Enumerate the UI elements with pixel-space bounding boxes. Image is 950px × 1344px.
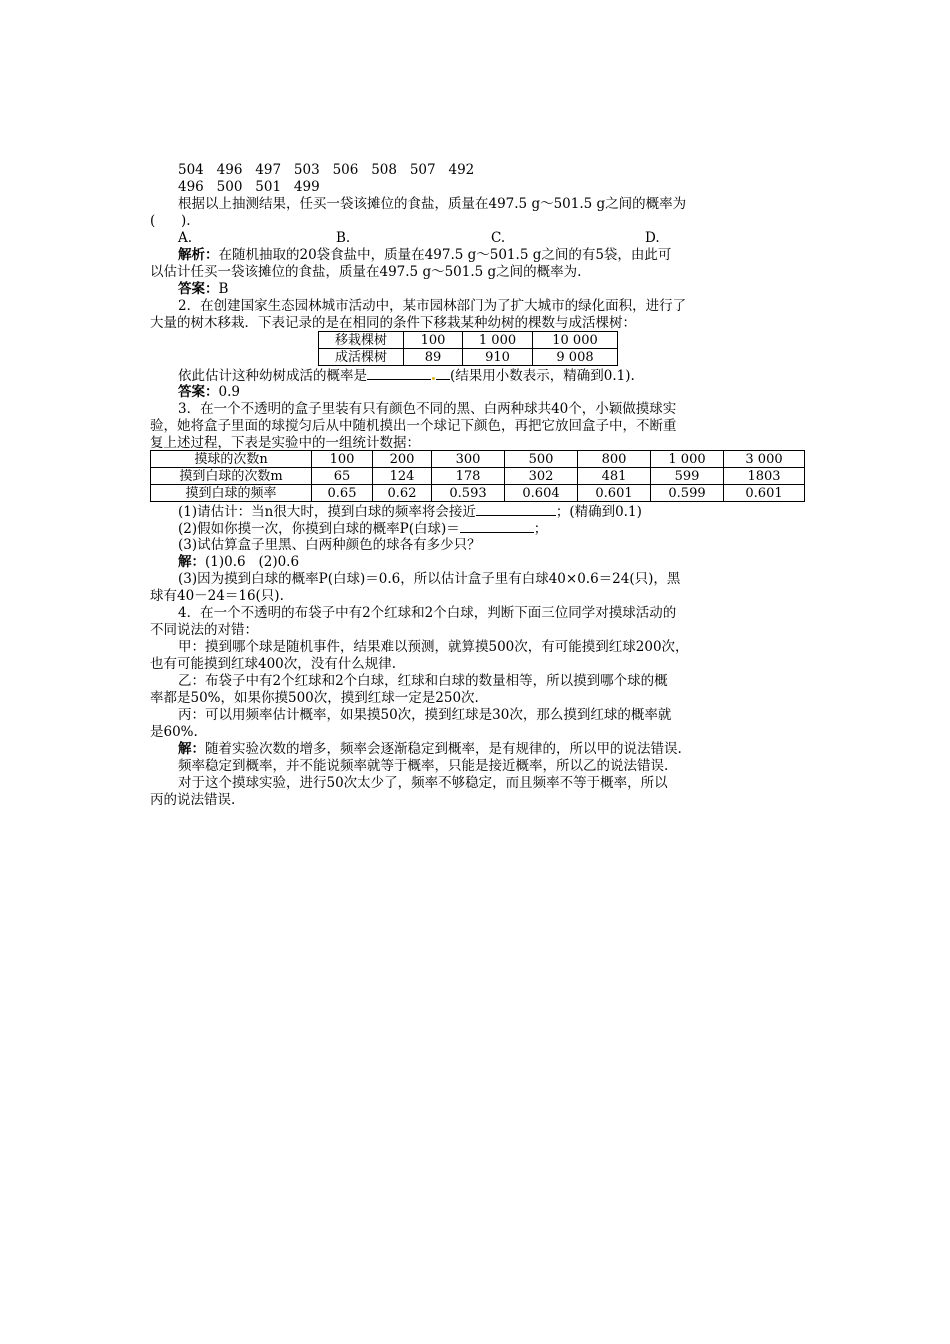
q3-sub-3: (3)试估算盒子里黑、白两种颜色的球各有多少只？	[178, 537, 481, 553]
table-row	[151, 451, 805, 468]
q4-solution-line-2: 频率稳定到概率，并不能说频率就等于概率，只能是接近概率，所以乙的说法错误.	[178, 758, 669, 774]
table-cell: 摸到白球的次数m	[151, 468, 312, 485]
table-row	[151, 485, 805, 502]
table-cell: 摸到白球的频率	[151, 485, 312, 502]
table-row	[319, 332, 618, 349]
q4-stem-line-1: 4．在一个不透明的布袋子中有2个红球和2个白球，判断下面三位同学对摸球活动的	[178, 605, 677, 621]
table-cell: 1803	[724, 468, 805, 485]
q4-solution-line-3: 对于这个摸球实验，进行50次太少了，频率不够稳定，而且频率不等于概率，所以	[178, 775, 668, 791]
table-cell: 摸球的次数n	[151, 451, 312, 468]
q1-option-d: D.	[645, 230, 660, 246]
q3-solution-line-2: (3)因为摸到白球的概率P(白球)＝0.6，所以估计盒子里有白球40×0.6＝24(只)，黑	[178, 571, 681, 587]
q3-sub-2	[178, 520, 547, 538]
table-row	[151, 468, 805, 485]
table-cell: 302	[505, 468, 578, 485]
q3-stem-line-3: 复上述过程，下表是实验中的一组统计数据：	[150, 435, 420, 451]
solution-label: 解：	[178, 741, 205, 757]
answer-blank	[460, 520, 534, 533]
q1-answer-value: B	[218, 281, 229, 297]
q1-option-b: B.	[336, 230, 351, 246]
analysis-label: 解析：	[178, 247, 219, 263]
table-cell: 3 000	[724, 451, 805, 468]
data-row-2: 496 500 501 499	[178, 179, 320, 195]
table-cell: 100	[404, 332, 463, 349]
q4-jia-line-2: 也有可能摸到红球400次，没有什么规律.	[150, 656, 397, 672]
table-cell: 1 000	[651, 451, 724, 468]
q1-analysis-text: 在随机抽取的20袋食盐中，质量在497.5 g～501.5 g之间的有5袋，由此可	[218, 247, 672, 263]
q2-answer	[178, 384, 240, 401]
q2-answer-value: 0.9	[218, 384, 240, 400]
q3-solution-line-1	[178, 554, 299, 571]
table-cell: 200	[373, 451, 432, 468]
table-cell: 0.601	[578, 485, 651, 502]
q4-yi-line-2: 率都是50%，如果你摸500次，摸到红球一定是250次.	[150, 690, 479, 706]
q4-solution-line-4: 丙的说法错误.	[150, 792, 236, 808]
table-cell: 800	[578, 451, 651, 468]
table-cell: 124	[373, 468, 432, 485]
q1-analysis-line-1	[178, 247, 671, 264]
q3-sub-1	[178, 503, 642, 521]
answer-blank	[476, 503, 556, 516]
q2-follow-up	[178, 367, 635, 385]
table-cell: 500	[505, 451, 578, 468]
table-cell: 0.65	[312, 485, 373, 502]
q2-follow-text: 依此估计这种幼树成活的概率是	[178, 368, 367, 384]
table-cell: 0.62	[373, 485, 432, 502]
table-cell: 0.593	[432, 485, 505, 502]
table-cell: 300	[432, 451, 505, 468]
table-cell: 0.604	[505, 485, 578, 502]
q1-stem-line-2: ( ).	[150, 213, 191, 229]
table-cell: 0.599	[651, 485, 724, 502]
q3-stem-line-1: 3．在一个不透明的盒子里装有只有颜色不同的黑、白两种球共40个，小颖做摸球实	[178, 401, 677, 417]
q4-solution-line-1	[178, 741, 682, 758]
q4-bing-line-1: 丙：可以用频率估计概率，如果摸50次，摸到红球是30次，那么摸到红球的概率就	[178, 707, 672, 723]
q1-option-a: A.	[178, 230, 193, 246]
table-cell: 599	[651, 468, 724, 485]
answer-label: 答案：	[178, 384, 219, 400]
table-cell: 移栽棵树	[319, 332, 404, 349]
table-cell: 0.601	[724, 485, 805, 502]
q2-stem-line-1: 2．在创建国家生态园林城市活动中，某市园林部门为了扩大城市的绿化面积，进行了	[178, 298, 687, 314]
q4-solution-text: 随着实验次数的增多，频率会逐渐稳定到概率，是有规律的，所以甲的说法错误.	[205, 741, 682, 757]
q2-stem-line-2: 大量的树木移栽．下表记录的是在相同的条件下移栽某种幼树的棵数与成活棵树：	[150, 315, 636, 331]
table-cell: 10 000	[533, 332, 618, 349]
table-cell: 178	[432, 468, 505, 485]
q1-option-c: C.	[491, 230, 506, 246]
table-cell: 成活棵树	[319, 349, 404, 366]
table-cell: 65	[312, 468, 373, 485]
table-row	[319, 349, 618, 366]
q3-sub2-text: (2)假如你摸一次，你摸到白球的概率P(白球)＝	[178, 521, 460, 537]
q4-stem-line-2: 不同说法的对错：	[150, 622, 258, 638]
q3-sub1-text: (1)请估计：当n很大时，摸到白球的频率将会接近	[178, 504, 476, 520]
marker-dot	[432, 377, 435, 380]
answer-blank	[436, 367, 450, 380]
table-cell: 100	[312, 451, 373, 468]
q3-sub1-note: ；(精确到0.1)	[555, 504, 642, 520]
q3-stem-line-2: 验，她将盒子里面的球搅匀后从中随机摸出一个球记下颜色，再把它放回盒子中，不断重	[150, 418, 677, 434]
table-cell: 89	[404, 349, 463, 366]
q4-bing-line-2: 是60%.	[150, 724, 198, 740]
q1-analysis-line-2: 以估计任买一袋该摊位的食盐，质量在497.5 g～501.5 g之间的概率为.	[150, 264, 582, 280]
table-cell: 1 000	[463, 332, 533, 349]
q4-yi-line-1: 乙：布袋子中有2个红球和2个白球，红球和白球的数量相等，所以摸到哪个球的概	[178, 673, 668, 689]
q1-answer	[178, 281, 228, 298]
table-cell: 9 008	[533, 349, 618, 366]
answer-label: 答案：	[178, 281, 219, 297]
table-cell: 910	[463, 349, 533, 366]
answer-blank	[367, 367, 431, 380]
q2-table	[318, 331, 618, 366]
table-cell: 481	[578, 468, 651, 485]
q1-stem-line-1: 根据以上抽测结果，任买一袋该摊位的食盐，质量在497.5 g～501.5 g之间的概率为	[178, 196, 687, 212]
q3-solution-line-3: 球有40－24＝16(只).	[150, 588, 284, 604]
q4-jia-line-1: 甲：摸到哪个球是随机事件，结果难以预测，就算摸500次，有可能摸到红球200次，	[178, 639, 689, 655]
q3-sub2-end: ；	[533, 521, 548, 537]
solution-label: 解：	[178, 554, 205, 570]
q3-solution-text: (1)0.6 (2)0.6	[205, 554, 300, 570]
data-row-1: 504 496 497 503 506 508 507 492	[178, 162, 475, 178]
q3-table	[150, 450, 805, 502]
q2-follow-note: (结果用小数表示，精确到0.1).	[450, 368, 635, 384]
